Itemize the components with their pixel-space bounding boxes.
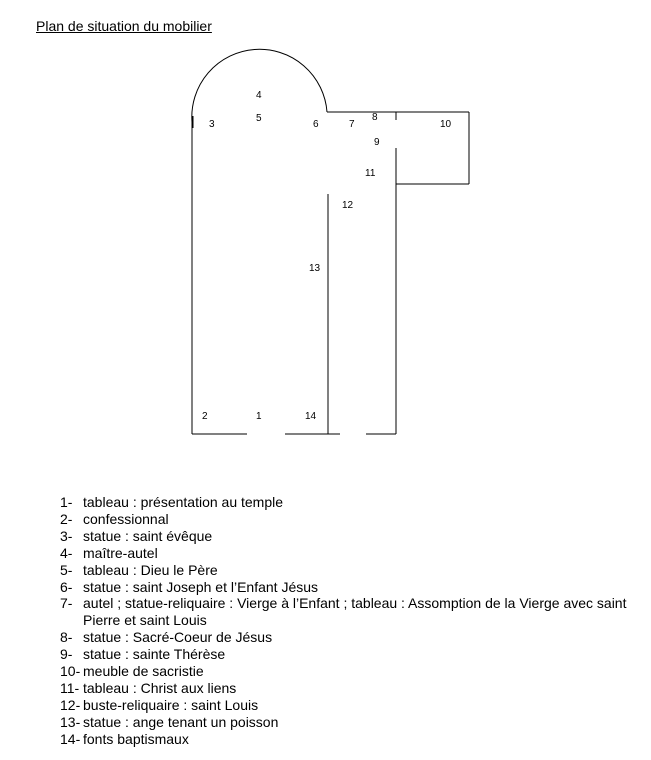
plan-label: 2 <box>202 411 208 422</box>
legend-item <box>60 579 640 596</box>
apse-wall <box>192 49 327 122</box>
legend-item <box>60 629 640 646</box>
legend-text: tableau : Christ aux liens <box>83 679 237 696</box>
legend-number: 12- <box>60 696 81 713</box>
legend-number: 4- <box>60 544 73 561</box>
legend-number: 2- <box>60 510 73 527</box>
legend-text: confessionnal <box>83 510 169 527</box>
legend-text: buste-reliquaire : saint Louis <box>83 696 259 713</box>
legend <box>60 494 640 748</box>
legend-item <box>60 697 640 714</box>
legend-item <box>60 646 640 663</box>
legend-text: tableau : Dieu le Père <box>83 561 218 578</box>
legend-item <box>60 595 640 629</box>
legend-item <box>60 562 640 579</box>
legend-text: fonts baptismaux <box>83 730 189 747</box>
legend-text: tableau : présentation au temple <box>83 494 284 510</box>
legend-number: 8- <box>60 629 73 646</box>
legend-text: statue : ange tenant un poisson <box>83 713 279 730</box>
legend-number: 13- <box>60 713 81 730</box>
legend-number: 7- <box>60 595 73 612</box>
legend-item <box>60 731 640 748</box>
plan-label: 13 <box>309 263 321 274</box>
plan-label: 12 <box>342 200 354 211</box>
legend-item <box>60 545 640 562</box>
plan-label: 11 <box>365 168 376 179</box>
plan-label: 6 <box>313 119 319 130</box>
plan-label: 3 <box>209 119 215 130</box>
legend-number: 10- <box>60 663 81 680</box>
legend-text: maître-autel <box>83 544 158 561</box>
plan-label: 5 <box>256 113 262 124</box>
plan-label: 9 <box>374 137 380 148</box>
plan-label: 1 <box>256 411 262 422</box>
page-title: Plan de situation du mobilier <box>36 18 212 34</box>
legend-text: statue : saint Joseph et l’Enfant Jésus <box>83 578 319 595</box>
plan-label: 8 <box>372 112 378 123</box>
legend-text: autel ; statue-reliquaire : Vierge à l’Enfant ; tableau : Assomption de la Vierge avec saint Pierre et saint Louis <box>83 595 627 629</box>
legend-number: 3- <box>60 527 73 544</box>
legend-item <box>60 494 640 511</box>
legend-number: 1- <box>60 494 73 510</box>
legend-number: 14- <box>60 730 81 747</box>
legend-number: 6- <box>60 578 73 595</box>
legend-text: statue : sainte Thérèse <box>83 646 226 663</box>
plan-label: 4 <box>256 90 262 101</box>
legend-text: meuble de sacristie <box>83 663 204 680</box>
legend-item <box>60 511 640 528</box>
plan-label: 7 <box>349 119 355 130</box>
plan-label: 10 <box>440 119 452 130</box>
plan-label: 14 <box>305 411 317 422</box>
legend-item <box>60 528 640 545</box>
legend-item <box>60 663 640 680</box>
legend-text: statue : Sacré-Coeur de Jésus <box>83 629 273 646</box>
legend-item <box>60 680 640 697</box>
legend-number: 5- <box>60 561 73 578</box>
legend-text: statue : saint évêque <box>83 527 213 544</box>
legend-item <box>60 714 640 731</box>
legend-number: 9- <box>60 646 73 663</box>
legend-number: 11- <box>60 679 80 696</box>
